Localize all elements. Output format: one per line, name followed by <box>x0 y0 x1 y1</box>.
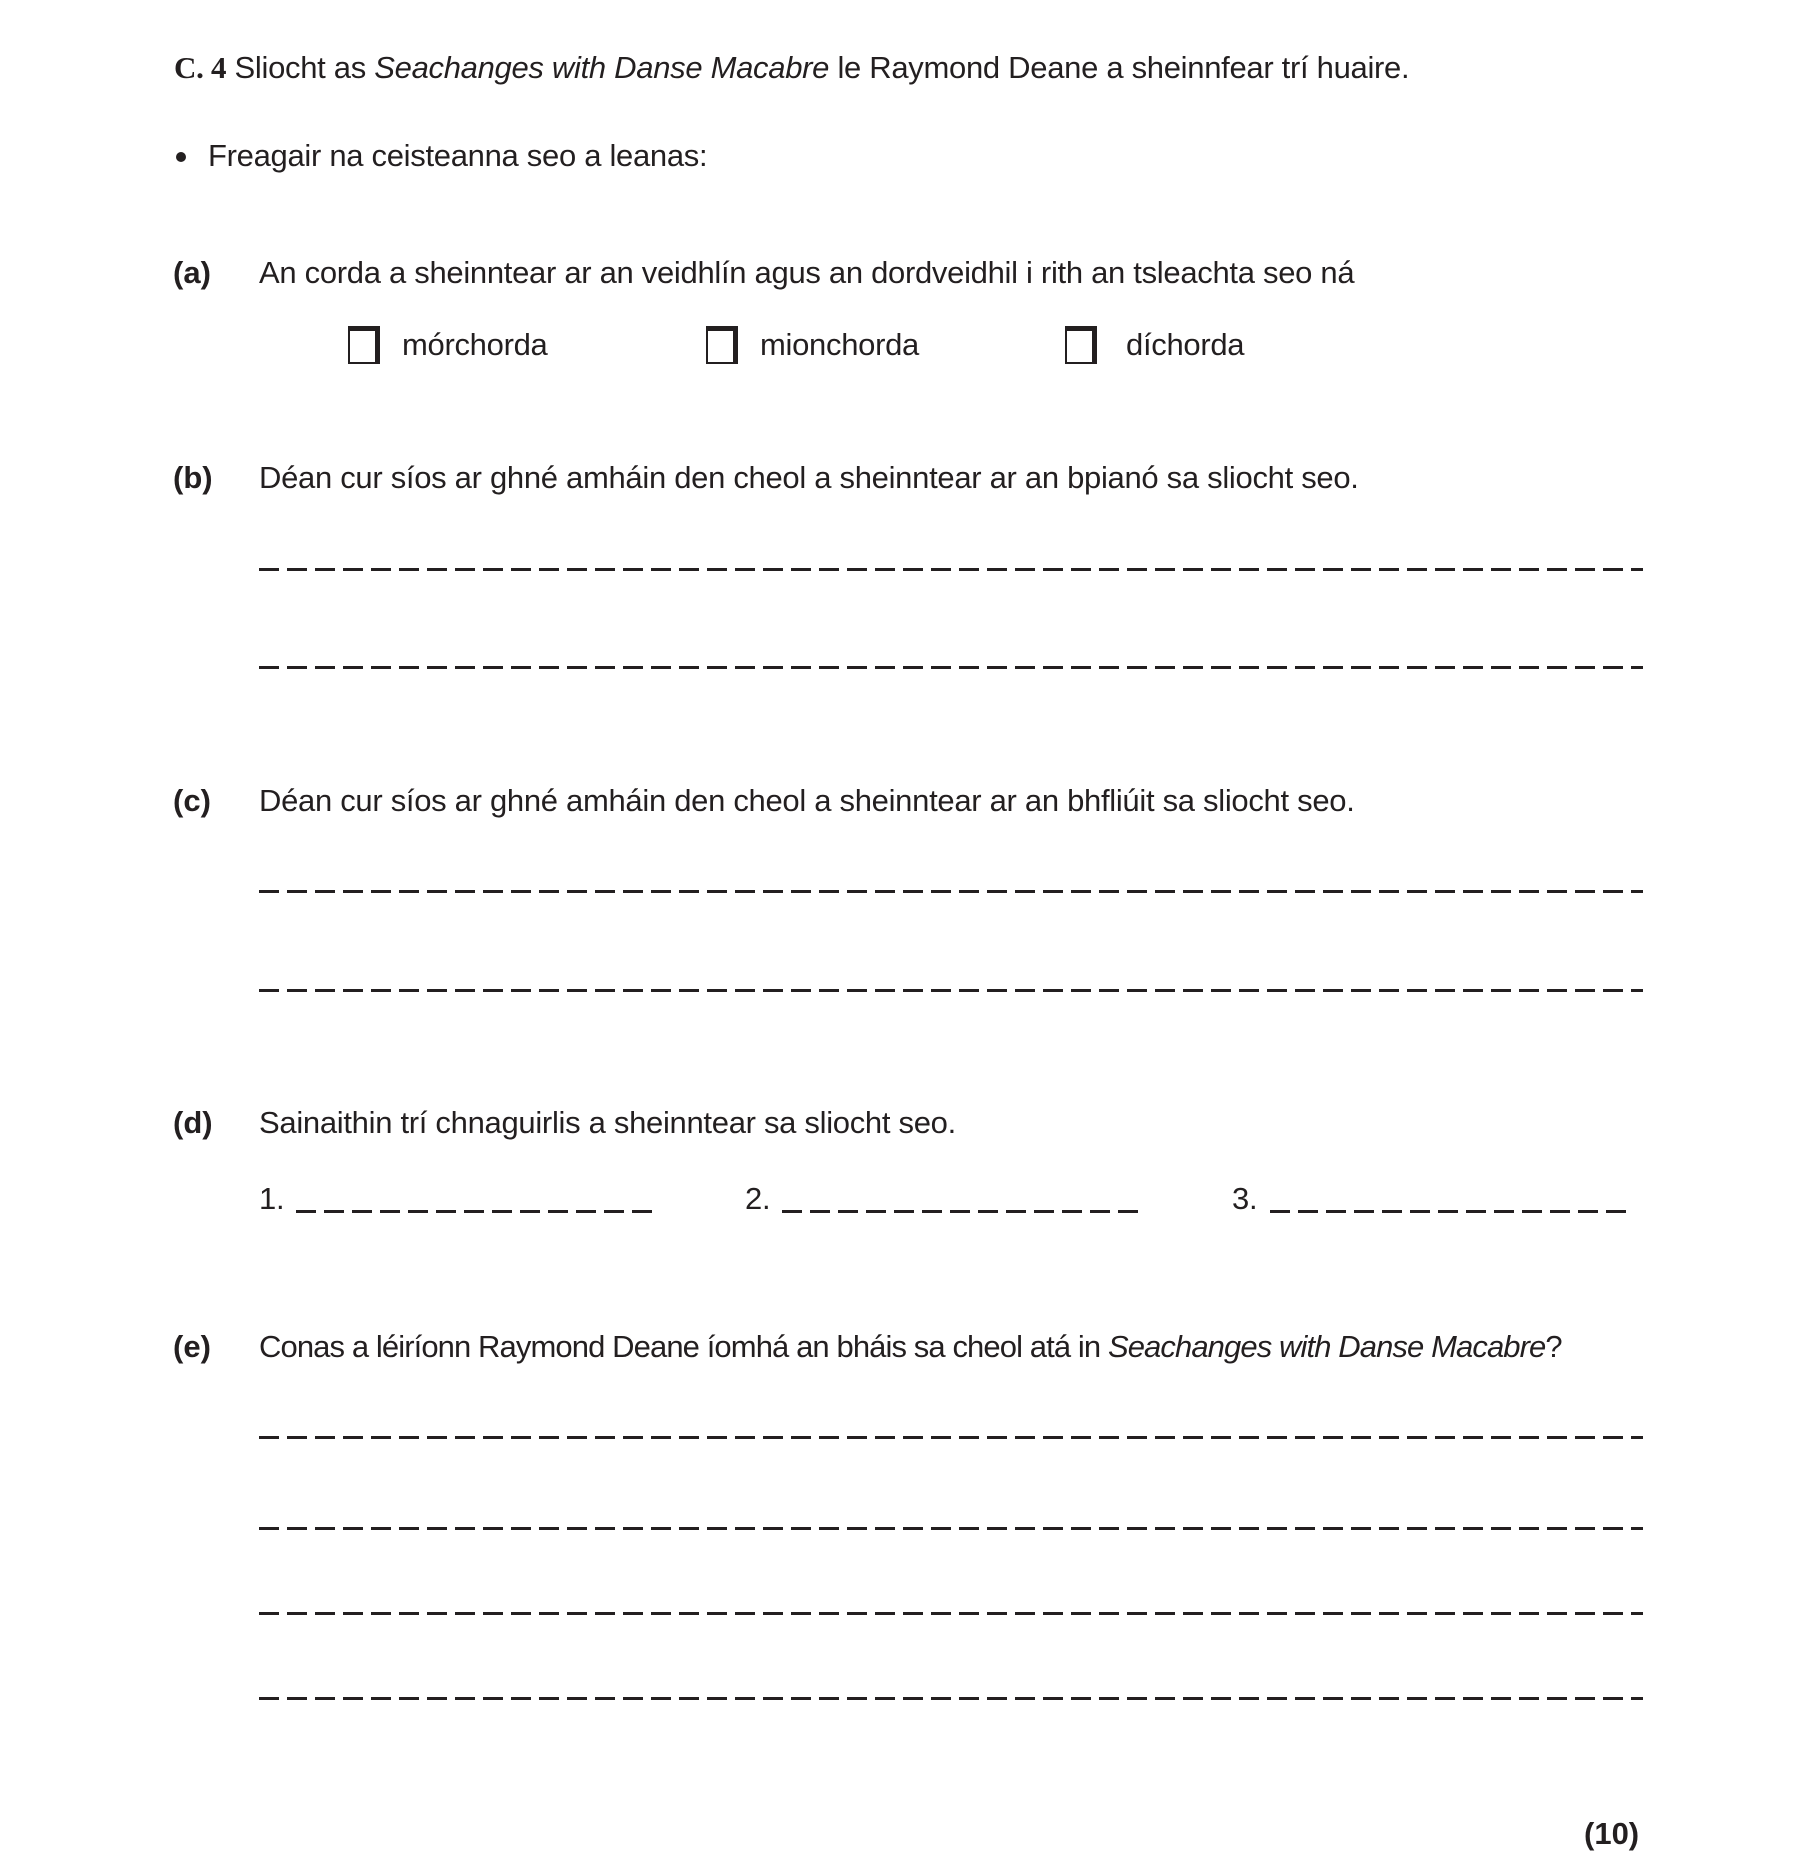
answer-line-b2[interactable] <box>259 666 1643 669</box>
instrument-2-label: 2. <box>745 1181 771 1216</box>
answer-line-c1[interactable] <box>259 890 1643 893</box>
part-d-label: (d) <box>173 1105 213 1140</box>
marks-total: (10) <box>1584 1816 1640 1851</box>
part-e-label: (e) <box>173 1329 211 1364</box>
option-morchorda-label: mórchorda <box>402 327 548 362</box>
instrument-2-line[interactable] <box>782 1210 1146 1213</box>
answer-line-e3[interactable] <box>259 1612 1643 1615</box>
part-e-text <box>259 1327 1562 1367</box>
answer-line-e4[interactable] <box>259 1697 1643 1700</box>
question-header <box>174 48 1409 88</box>
checkbox-dichorda[interactable] <box>1065 326 1097 364</box>
instrument-3-line[interactable] <box>1270 1210 1634 1213</box>
instruction: Freagair na ceisteanna seo a leanas: <box>208 138 708 173</box>
checkbox-morchorda[interactable] <box>348 326 380 364</box>
part-a-label: (a) <box>173 255 211 290</box>
instrument-3-label: 3. <box>1232 1181 1258 1216</box>
answer-line-e1[interactable] <box>259 1436 1643 1439</box>
instrument-1-label: 1. <box>259 1181 285 1216</box>
answer-line-e2[interactable] <box>259 1527 1643 1530</box>
title-pre: Sliocht as <box>234 50 366 85</box>
part-a-text: An corda a sheinntear ar an veidhlín agus an dordveidhil i rith an tsleachta seo ná <box>259 255 1355 290</box>
part-c-label: (c) <box>173 783 211 818</box>
part-e-text-pre: Conas a léiríonn Raymond Deane íomhá an bháis sa cheol atá in <box>259 1329 1101 1364</box>
question-number: C. 4 <box>174 50 227 85</box>
work-title: Seachanges with Danse Macabre <box>374 50 830 85</box>
instrument-1-line[interactable] <box>296 1210 660 1213</box>
option-mionchorda-label: mionchorda <box>760 327 919 362</box>
title-post: le Raymond Deane a sheinnfear trí huaire. <box>837 50 1410 85</box>
part-e-work-title: Seachanges with Danse Macabre <box>1107 1329 1546 1364</box>
part-d-text: Sainaithin trí chnaguirlis a sheinntear sa sliocht seo. <box>259 1105 956 1140</box>
part-b-text: Déan cur síos ar ghné amháin den cheol a sheinntear ar an bpianó sa sliocht seo. <box>259 460 1359 495</box>
bullet-icon <box>176 152 186 162</box>
answer-line-b1[interactable] <box>259 568 1643 571</box>
checkbox-mionchorda[interactable] <box>706 326 738 364</box>
part-b-label: (b) <box>173 460 213 495</box>
option-dichorda-label: díchorda <box>1126 327 1245 362</box>
part-c-text: Déan cur síos ar ghné amháin den cheol a sheinntear ar an bhfliúit sa sliocht seo. <box>259 783 1355 818</box>
part-e-text-post: ? <box>1545 1329 1562 1364</box>
answer-line-c2[interactable] <box>259 989 1643 992</box>
